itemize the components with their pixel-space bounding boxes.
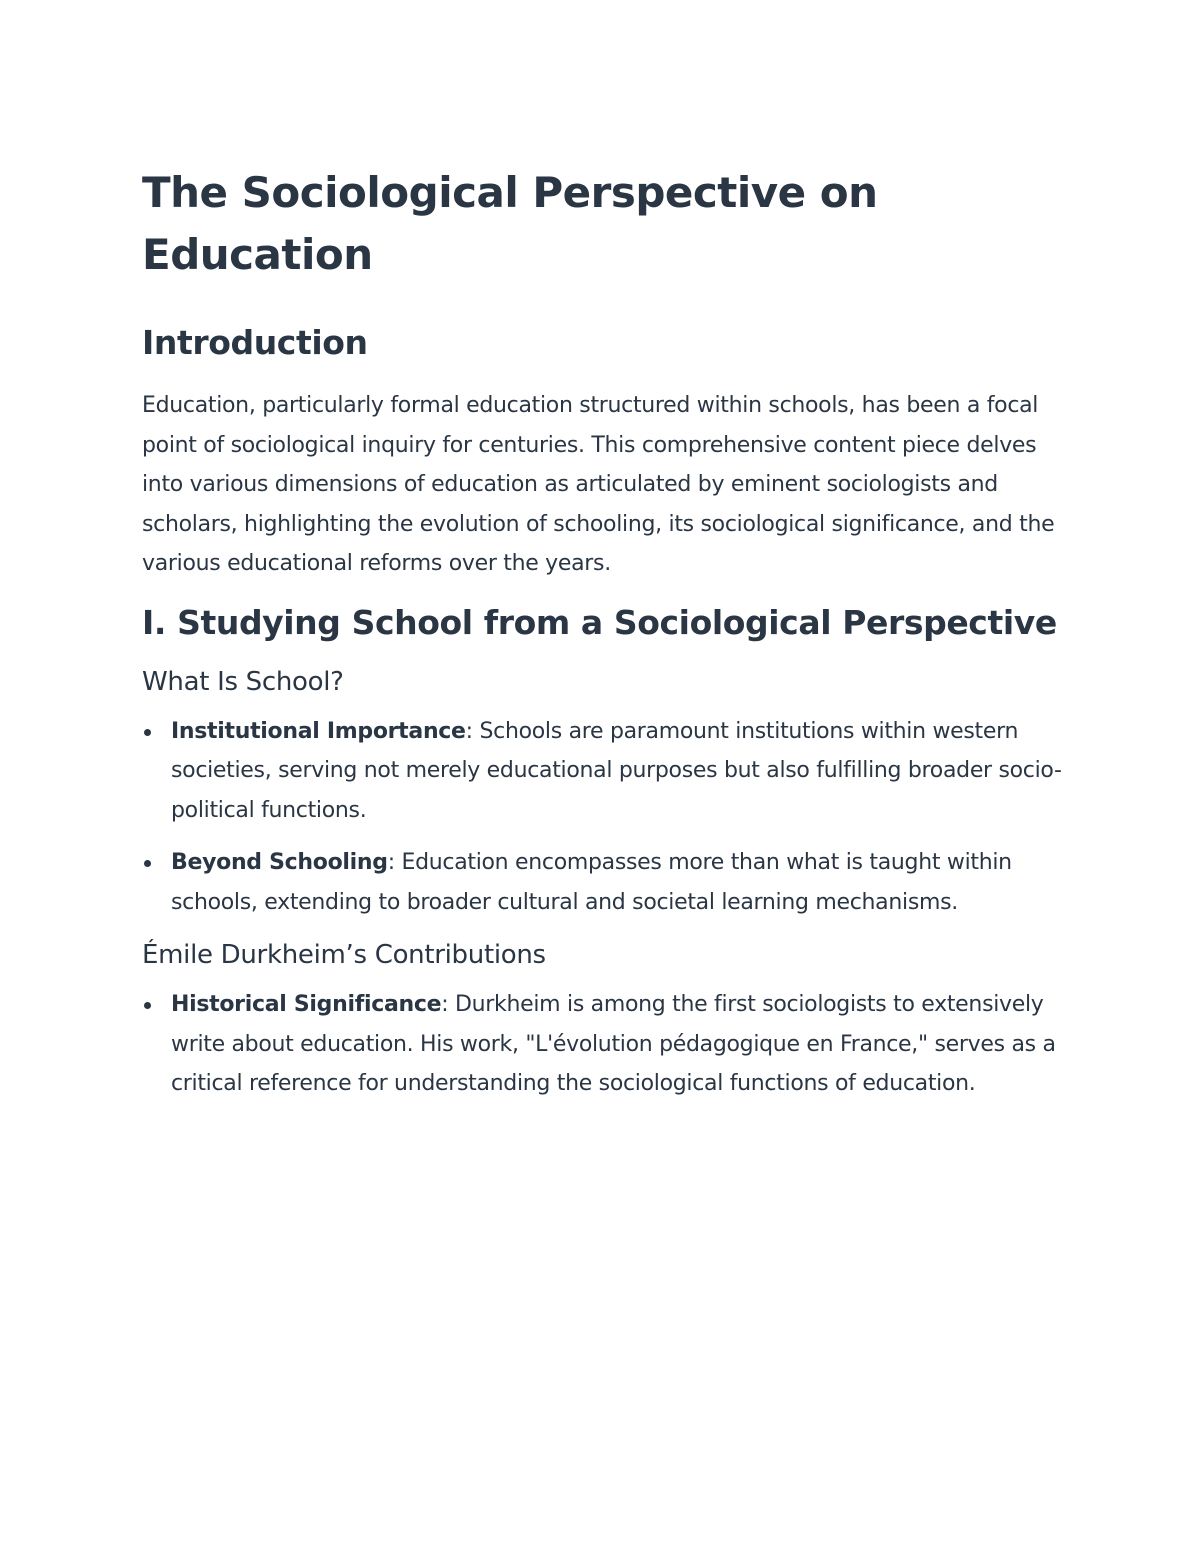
list-item-term: Historical Significance [171, 992, 442, 1017]
durkheim-heading: Émile Durkheim’s Contributions [142, 940, 546, 970]
list-item-text: : Durkheim is among the first sociologists to extensively write about education. His work, "L'évolution pédagogique en France," serves as a critical reference for understanding the sociological functions of education. [171, 992, 1056, 1096]
document-page [142, 162, 1072, 1117]
what-is-school-list [142, 712, 1072, 923]
list-item [142, 985, 1072, 1104]
introduction-paragraph: Education, particularly formal education structured within schools, has been a focal point of sociological inquiry for centuries. This comprehensive content piece delves into various dimensions of education as articulated by eminent sociologists and scholars, highlighting the evolution of schooling, its sociological significance, and the various educational reforms over the years. [142, 393, 1055, 576]
list-item [142, 712, 1072, 831]
what-is-school-heading: What Is School? [142, 666, 344, 697]
introduction-heading: Introduction [142, 323, 368, 362]
document-title: The Sociological Perspective on Education [142, 168, 878, 279]
list-item-term: Institutional Importance [171, 718, 466, 744]
bullet-icon [144, 860, 151, 867]
list-item-term: Beyond Schooling [171, 850, 388, 875]
list-item [142, 843, 1072, 922]
durkheim-list [142, 985, 1072, 1104]
list-item-text: : Education encompasses more than what is taught within schools, extending to broader cultural and societal learning mechanisms. [171, 850, 1012, 915]
bullet-icon [144, 1002, 151, 1009]
bullet-icon [144, 729, 151, 736]
list-item-text: : Schools are paramount institutions within western societies, serving not merely educational purposes but also fulfilling broader socio-political functions. [171, 718, 1062, 823]
section-1-heading: I. Studying School from a Sociological Perspective [142, 602, 1057, 642]
